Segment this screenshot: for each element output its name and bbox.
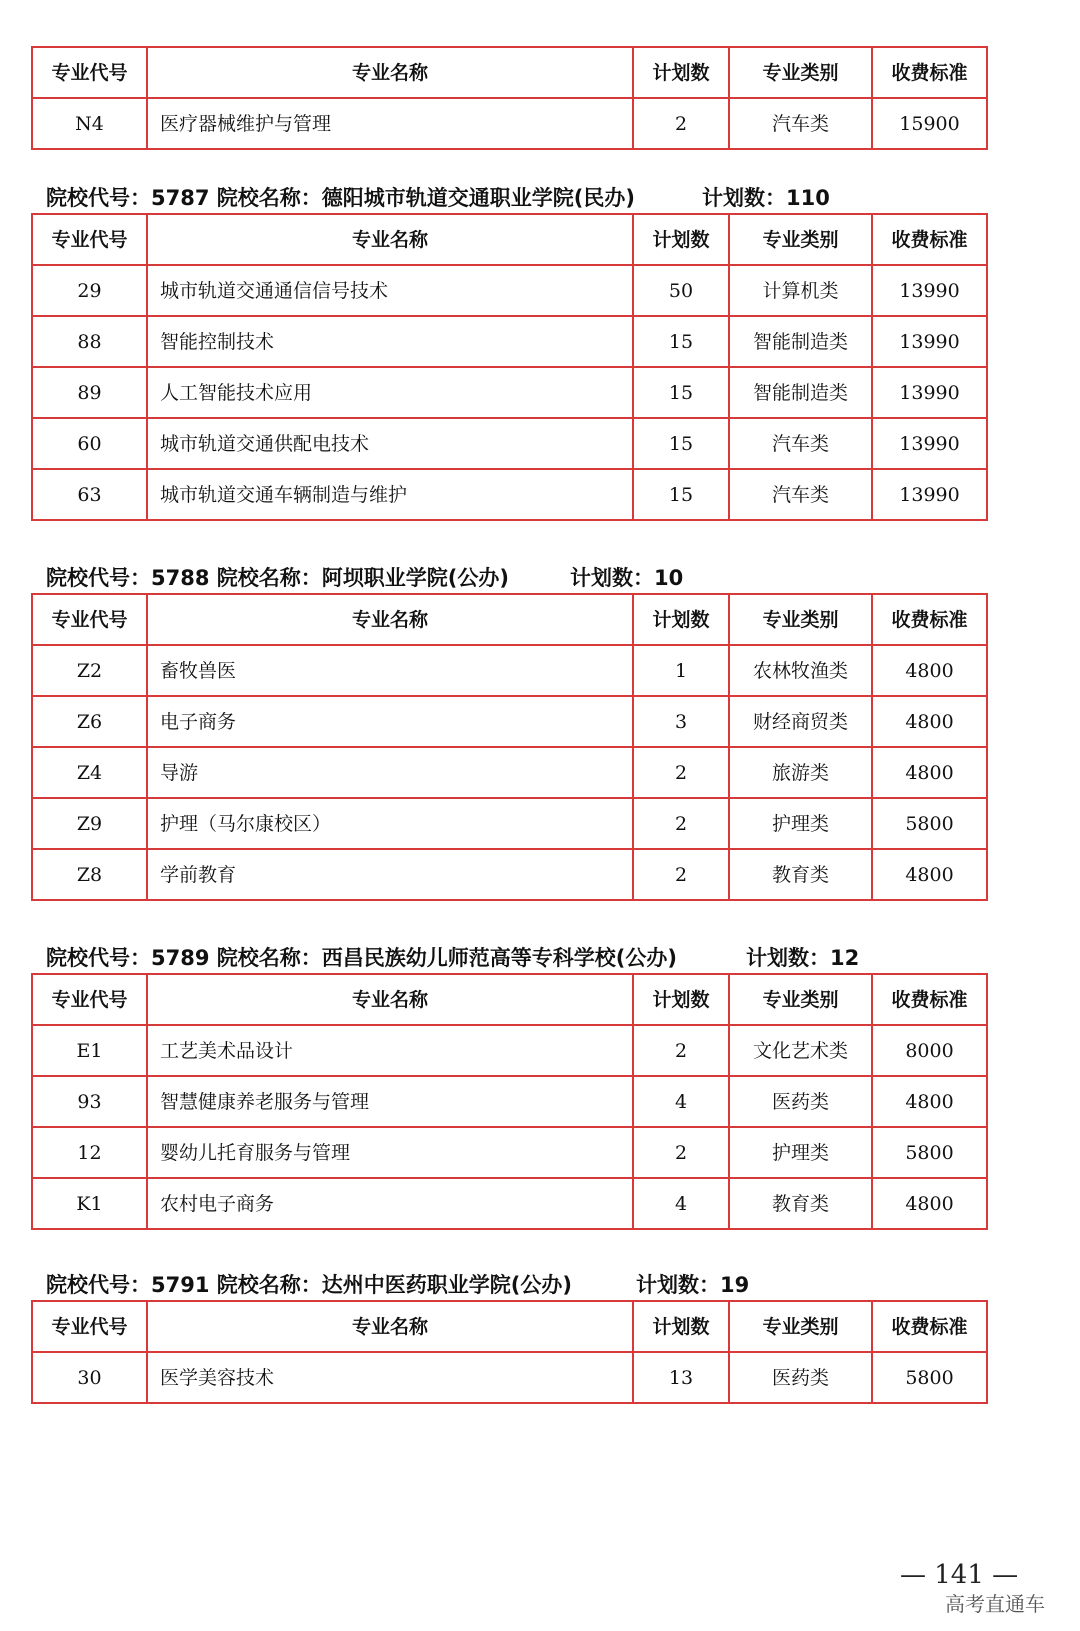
column-header-fee: 收费标准 [872, 594, 987, 645]
major-category: 汽车类 [729, 418, 872, 469]
major-name: 城市轨道交通供配电技术 [147, 418, 633, 469]
school-header-5787 [46, 183, 1006, 213]
table-row [32, 696, 987, 747]
major-code: N4 [32, 98, 147, 149]
school-header-5789 [46, 943, 1006, 973]
major-code: 89 [32, 367, 147, 418]
table-row [32, 367, 987, 418]
plan-count: 2 [633, 98, 729, 149]
school-header-5788 [46, 563, 1006, 593]
plan-count: 1 [633, 645, 729, 696]
tuition-fee: 5800 [872, 1352, 987, 1403]
column-header-fee: 收费标准 [872, 974, 987, 1025]
column-header-code: 专业代号 [32, 214, 147, 265]
major-code: Z2 [32, 645, 147, 696]
column-header-category: 专业类别 [729, 214, 872, 265]
plan-count: 50 [633, 265, 729, 316]
major-code: 60 [32, 418, 147, 469]
plan-count: 15 [633, 316, 729, 367]
tuition-fee: 13990 [872, 265, 987, 316]
major-category: 护理类 [729, 798, 872, 849]
column-header-fee: 收费标准 [872, 47, 987, 98]
major-name: 护理（马尔康校区） [147, 798, 633, 849]
table-header-row [32, 974, 987, 1025]
watermark-text: 高考直通车 [945, 1592, 1045, 1616]
major-category: 汽车类 [729, 98, 872, 149]
table-row [32, 418, 987, 469]
major-name: 工艺美术品设计 [147, 1025, 633, 1076]
major-table-continuation [31, 46, 988, 150]
table-header-row [32, 214, 987, 265]
major-name: 婴幼儿托育服务与管理 [147, 1127, 633, 1178]
major-category: 护理类 [729, 1127, 872, 1178]
major-category: 智能制造类 [729, 316, 872, 367]
school-info: 院校代号：5791 院校名称：达州中医药职业学院(公办) [46, 1273, 572, 1297]
major-category: 汽车类 [729, 469, 872, 520]
major-category: 计算机类 [729, 265, 872, 316]
plan-count: 2 [633, 747, 729, 798]
major-code: 29 [32, 265, 147, 316]
major-code: 63 [32, 469, 147, 520]
tuition-fee: 4800 [872, 849, 987, 900]
school-plan-total: 计划数：19 [636, 1273, 750, 1297]
column-header-plan: 计划数 [633, 974, 729, 1025]
table-header-row [32, 47, 987, 98]
plan-count: 2 [633, 798, 729, 849]
table-row [32, 469, 987, 520]
school-header-5791 [46, 1270, 1006, 1300]
major-code: 93 [32, 1076, 147, 1127]
table-row [32, 1025, 987, 1076]
table-row [32, 265, 987, 316]
school-info: 院校代号：5788 院校名称：阿坝职业学院(公办) [46, 566, 509, 590]
column-header-category: 专业类别 [729, 594, 872, 645]
major-name: 城市轨道交通车辆制造与维护 [147, 469, 633, 520]
major-code: K1 [32, 1178, 147, 1229]
major-name: 学前教育 [147, 849, 633, 900]
major-category: 医药类 [729, 1076, 872, 1127]
school-plan-total: 计划数：12 [746, 946, 860, 970]
tuition-fee: 13990 [872, 469, 987, 520]
table-header-row [32, 594, 987, 645]
tuition-fee: 5800 [872, 798, 987, 849]
plan-count: 2 [633, 849, 729, 900]
school-plan-total: 计划数：10 [570, 566, 684, 590]
tuition-fee: 13990 [872, 418, 987, 469]
plan-count: 15 [633, 367, 729, 418]
major-name: 畜牧兽医 [147, 645, 633, 696]
tuition-fee: 5800 [872, 1127, 987, 1178]
major-category: 旅游类 [729, 747, 872, 798]
major-category: 财经商贸类 [729, 696, 872, 747]
table-row [32, 645, 987, 696]
tuition-fee: 8000 [872, 1025, 987, 1076]
major-name: 智慧健康养老服务与管理 [147, 1076, 633, 1127]
tuition-fee: 4800 [872, 696, 987, 747]
major-category: 农林牧渔类 [729, 645, 872, 696]
plan-count: 13 [633, 1352, 729, 1403]
table-row [32, 747, 987, 798]
plan-count: 3 [633, 696, 729, 747]
plan-count: 4 [633, 1076, 729, 1127]
school-info: 院校代号：5787 院校名称：德阳城市轨道交通职业学院(民办) [46, 186, 635, 210]
table-row [32, 98, 987, 149]
column-header-category: 专业类别 [729, 974, 872, 1025]
major-code: Z9 [32, 798, 147, 849]
column-header-code: 专业代号 [32, 594, 147, 645]
tuition-fee: 4800 [872, 1076, 987, 1127]
major-table-5789 [31, 973, 988, 1230]
major-name: 导游 [147, 747, 633, 798]
table-row [32, 849, 987, 900]
major-code: Z6 [32, 696, 147, 747]
table-row [32, 798, 987, 849]
column-header-name: 专业名称 [147, 214, 633, 265]
plan-count: 15 [633, 469, 729, 520]
major-category: 文化艺术类 [729, 1025, 872, 1076]
table-row [32, 316, 987, 367]
column-header-plan: 计划数 [633, 214, 729, 265]
major-category: 教育类 [729, 849, 872, 900]
major-code: 30 [32, 1352, 147, 1403]
major-name: 电子商务 [147, 696, 633, 747]
table-row [32, 1076, 987, 1127]
column-header-plan: 计划数 [633, 1301, 729, 1352]
major-name: 城市轨道交通通信信号技术 [147, 265, 633, 316]
table-row [32, 1352, 987, 1403]
column-header-name: 专业名称 [147, 594, 633, 645]
column-header-code: 专业代号 [32, 974, 147, 1025]
column-header-fee: 收费标准 [872, 214, 987, 265]
column-header-plan: 计划数 [633, 594, 729, 645]
major-category: 医药类 [729, 1352, 872, 1403]
school-info: 院校代号：5789 院校名称：西昌民族幼儿师范高等专科学校(公办) [46, 946, 677, 970]
tuition-fee: 15900 [872, 98, 987, 149]
column-header-code: 专业代号 [32, 47, 147, 98]
major-table-5788 [31, 593, 988, 901]
column-header-code: 专业代号 [32, 1301, 147, 1352]
major-code: 12 [32, 1127, 147, 1178]
major-table-5791 [31, 1300, 988, 1404]
column-header-name: 专业名称 [147, 47, 633, 98]
column-header-category: 专业类别 [729, 47, 872, 98]
tuition-fee: 4800 [872, 645, 987, 696]
major-table-5787 [31, 213, 988, 521]
tuition-fee: 4800 [872, 1178, 987, 1229]
plan-count: 2 [633, 1025, 729, 1076]
major-category: 教育类 [729, 1178, 872, 1229]
major-name: 智能控制技术 [147, 316, 633, 367]
page-number: — 141 — [900, 1560, 1019, 1590]
major-name: 医学美容技术 [147, 1352, 633, 1403]
table-header-row [32, 1301, 987, 1352]
column-header-category: 专业类别 [729, 1301, 872, 1352]
major-code: Z8 [32, 849, 147, 900]
plan-count: 4 [633, 1178, 729, 1229]
table-row [32, 1127, 987, 1178]
tuition-fee: 4800 [872, 747, 987, 798]
plan-count: 15 [633, 418, 729, 469]
major-code: 88 [32, 316, 147, 367]
column-header-plan: 计划数 [633, 47, 729, 98]
major-name: 农村电子商务 [147, 1178, 633, 1229]
plan-count: 2 [633, 1127, 729, 1178]
table-row [32, 1178, 987, 1229]
school-plan-total: 计划数：110 [702, 186, 830, 210]
major-code: Z4 [32, 747, 147, 798]
major-name: 医疗器械维护与管理 [147, 98, 633, 149]
column-header-name: 专业名称 [147, 1301, 633, 1352]
column-header-fee: 收费标准 [872, 1301, 987, 1352]
column-header-name: 专业名称 [147, 974, 633, 1025]
major-code: E1 [32, 1025, 147, 1076]
tuition-fee: 13990 [872, 367, 987, 418]
tuition-fee: 13990 [872, 316, 987, 367]
major-category: 智能制造类 [729, 367, 872, 418]
major-name: 人工智能技术应用 [147, 367, 633, 418]
